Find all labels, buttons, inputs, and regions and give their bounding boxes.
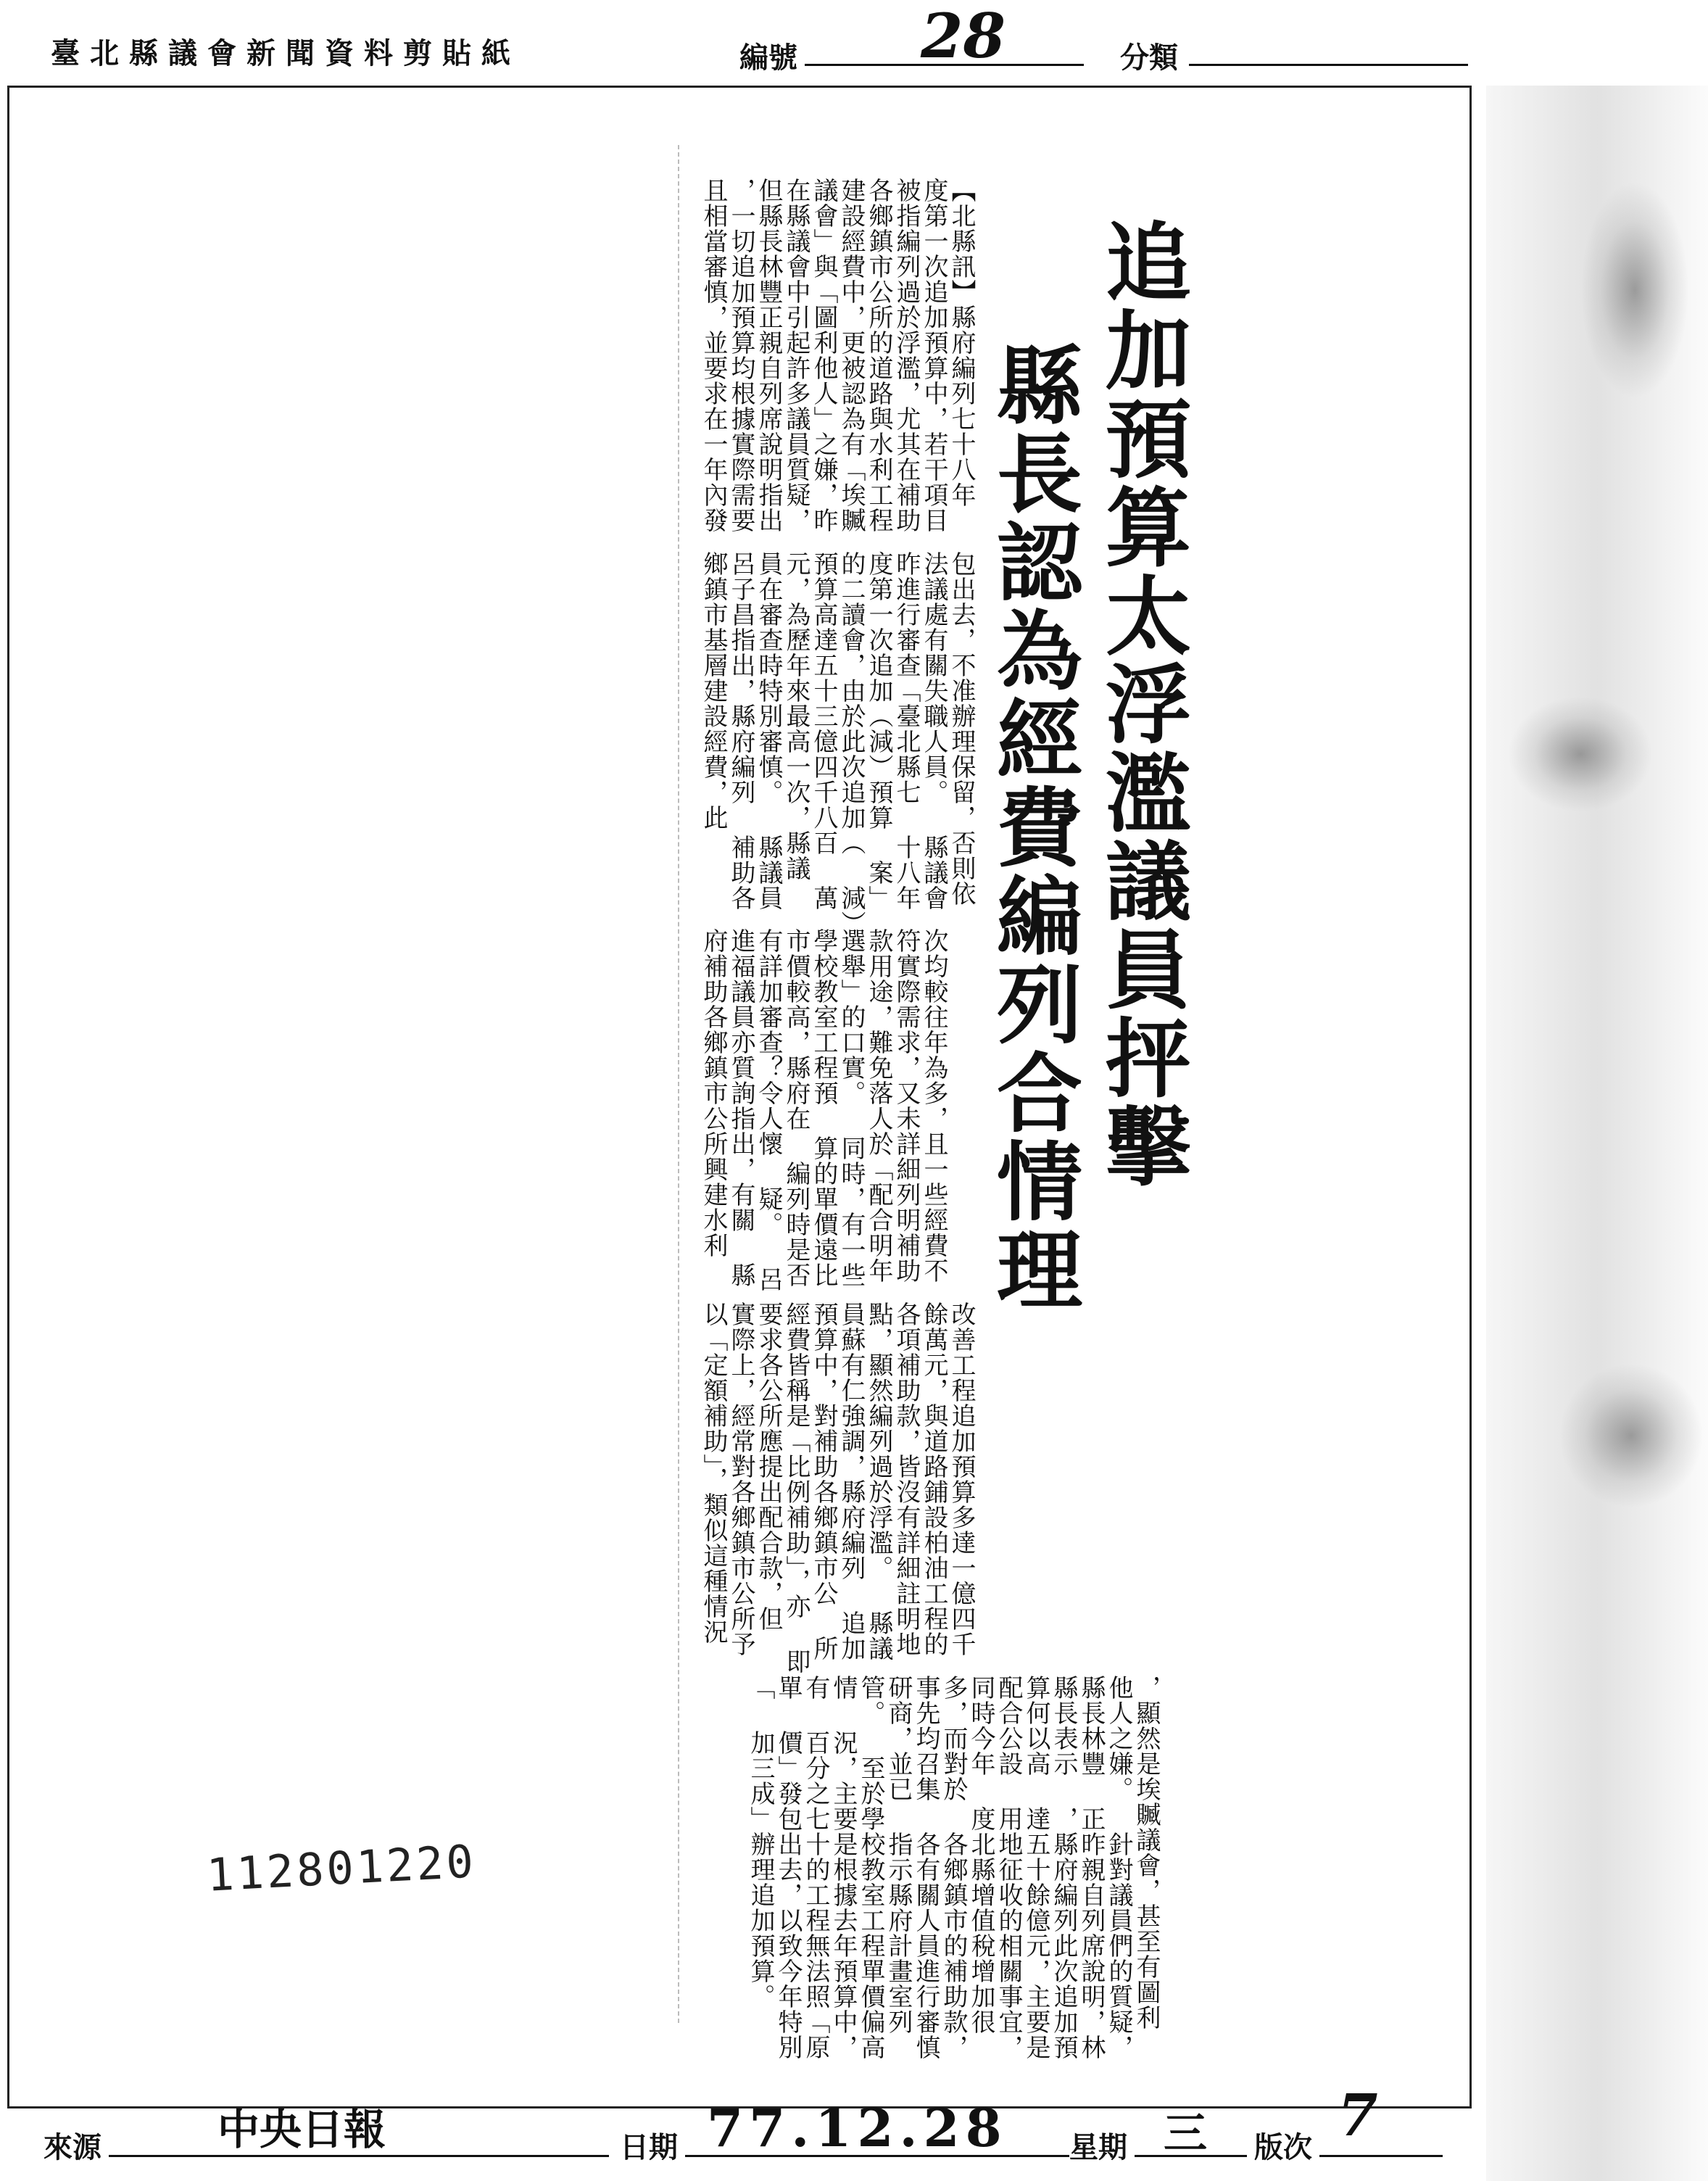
body-line: 議會」與「圖利他人」之嫌，昨: [809, 178, 838, 533]
body-line: 款用途，難免落人於「配合明年: [864, 928, 893, 1283]
body-line: 加三成」辦理追加預算。: [746, 1730, 775, 2009]
body-line: 在縣議會中引起許多議員質疑，: [782, 178, 811, 533]
body-line: 算的單價遠比市價較高，縣府在: [782, 928, 838, 1288]
body-line: 即要求各公所應提出配合款，但: [754, 1301, 811, 1674]
article-body-tier2: [700, 551, 975, 935]
number-value: 28: [921, 0, 1006, 72]
date-label: 日期: [620, 2131, 678, 2164]
body-line: ，一切追加預算均根據實際需要: [726, 178, 755, 533]
body-line: 度第一次追加預算中，若干項目: [919, 178, 948, 533]
body-line: 各鄉鎮市的補助款，事先均召集: [911, 1675, 968, 2060]
body-line: 所經費皆稱是「比例補助」，亦: [782, 1301, 838, 1661]
body-line: 但縣長林豐正親自列席說明指出: [754, 178, 783, 533]
body-line: 編列時是否有詳加審查？令人懷: [754, 928, 811, 1288]
body-line: 包出去，不准辦理保留，否則依: [947, 551, 976, 906]
body-line: 呂進福議員亦質詢指出，有關: [726, 928, 783, 1292]
article-body-tier1: [700, 178, 975, 562]
body-line: 百分之七十的工程無法照「原單: [774, 1675, 830, 2060]
body-line: 各有關人員進行審慎研商，並已: [884, 1675, 940, 2060]
body-line: 各項補助款，皆沒有詳細註明地: [892, 1301, 921, 1657]
body-line: 至於學校教室工程單價偏高情: [829, 1675, 885, 2060]
body-line: 度北縣增值稅增加很多，而對於: [939, 1675, 995, 2035]
body-line: 被指編列過於浮濫，尤其在補助: [892, 178, 921, 533]
body-line: 況，主要是根據去年預算中，有: [801, 1675, 858, 2060]
body-line: 次均較往年為多，且一些經費不: [919, 928, 948, 1283]
weekday-value: 三: [1164, 2108, 1207, 2159]
category-label: 分類: [1120, 41, 1178, 75]
archive-stamp: 112801220: [205, 1834, 478, 1902]
date-value: 77.12.28: [707, 2097, 1008, 2159]
weekday-label: 星期: [1069, 2131, 1127, 2164]
body-line: 員在審查時特別審慎。: [754, 551, 783, 805]
body-line: 補助各鄉鎮市基層建設經費，此: [699, 551, 755, 911]
headline-sub: 縣長認為經費編列合情理: [982, 341, 1082, 1314]
article-body-tier4: [700, 1301, 975, 1686]
paper-damage: [1580, 181, 1689, 399]
body-line: 縣議員蘇有仁強調，縣府編列: [837, 1301, 893, 1661]
body-line: ，顯然是埃贓議會，甚至有圖利: [1132, 1675, 1161, 2030]
body-line: 價」發包出去，以致今年特別「: [746, 1675, 803, 2060]
body-line: 達五十餘億元，主要是配合公設: [994, 1675, 1050, 2060]
body-line: 正昨親自列席說明，林縣長表示: [1049, 1675, 1106, 2060]
body-line: 減）預算高達五十三億四千八百: [809, 551, 866, 924]
form-title: 臺北縣議會新聞資料剪貼紙: [51, 37, 521, 70]
paper-damage: [1559, 1363, 1704, 1508]
body-line: 【北縣訊】縣府編列七十八年: [947, 178, 976, 508]
body-line: 指示縣府計畫室列管。: [856, 1675, 913, 2035]
body-line: 縣議會昨進行審查「臺北縣七: [892, 551, 948, 911]
body-line: ，縣府編列此次追加預算何以高: [1021, 1675, 1078, 2060]
body-line: 同時，有一些學校教室工程預: [809, 928, 866, 1288]
category-line: [1189, 64, 1468, 66]
edition-label: 版次: [1254, 2131, 1312, 2164]
body-line: 餘萬元，與道路鋪設柏油工程的: [919, 1301, 948, 1657]
edition-value: 7: [1338, 2081, 1378, 2149]
body-line: 用地征收的相關事宜，同時今年: [966, 1675, 1023, 2060]
article-body-tier5: [747, 1675, 1160, 2066]
headline-main: 追加預算太浮濫議員抨擊: [1091, 218, 1191, 1191]
edition-line: [1319, 2155, 1443, 2157]
body-line: 點，顯然編列過於浮濫。: [864, 1301, 893, 1581]
body-line: 他人之嫌。: [1104, 1675, 1133, 1802]
body-line: 案」的二讀會，由於此次追加（: [837, 551, 893, 911]
body-line: 改善工程追加預算多達一億四千: [947, 1301, 976, 1657]
source-value: 中央日報: [217, 2105, 386, 2154]
body-line: 選舉」的口實。: [837, 928, 866, 1106]
body-line: 各鄉鎮市公所的道路與水利工程: [864, 178, 893, 533]
body-line: 疑。: [754, 1186, 783, 1237]
source-label: 來源: [43, 2131, 101, 2164]
body-line: 針對議員們的質疑，縣長林豐: [1077, 1675, 1133, 2060]
body-line: 追加預算中，對補助各鄉鎮市公: [809, 1301, 866, 1661]
body-line: 符實際需求，又未詳細列明補助: [892, 928, 921, 1283]
article-body-tier3: [700, 928, 948, 1312]
body-line: 實際上，經常對各鄉鎮市公所予: [726, 1301, 755, 1657]
body-line: 十八年度第一次追加（減）預算: [864, 551, 921, 911]
body-line: 縣府補助各鄉鎮市公所興建水利: [699, 928, 755, 1288]
body-line: 建設經費中，更被認為有「埃贓: [837, 178, 866, 533]
body-line: 萬元，為歷年來最高一次，縣議: [782, 551, 838, 911]
body-line: 縣議員呂子昌指出，縣府編列: [726, 551, 783, 911]
body-line: 以「定額補助」，類似這種情況: [699, 1301, 728, 1644]
scan-edge-shadow: [1486, 86, 1708, 2181]
number-label: 編號: [739, 41, 797, 75]
body-line: 法議處有關失職人員。: [919, 551, 948, 805]
body-line: 且相當審慎，並要求在一年內發: [699, 178, 728, 533]
paper-damage: [1508, 696, 1653, 812]
